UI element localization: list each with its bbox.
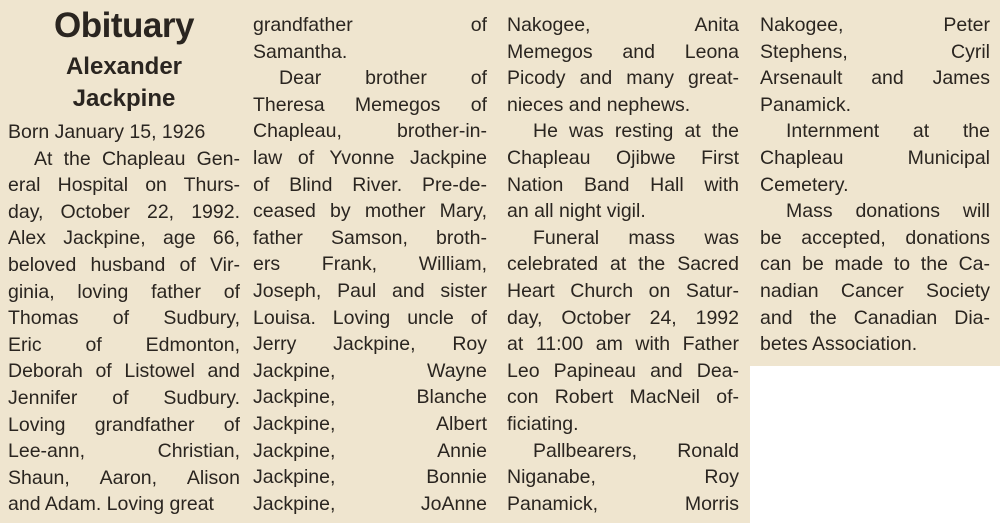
text-line: Leo Papineau and Dea- [507,359,739,382]
text-line: Theresa Memegos of [253,93,487,116]
text-line: father Samson, broth- [253,226,487,249]
obituary-title: Obituary [54,6,194,45]
text-line: Shaun, Aaron, Alison [8,466,240,489]
text-line: Panamick. [760,93,852,116]
text-line: Chapleau, brother-in- [253,120,487,143]
text-line: Deborah of Listowel and [8,360,240,383]
text-line: Panamick, Morris [507,492,739,515]
text-line: Funeral mass was [533,226,739,249]
text-line: Memegos and Leona [507,40,739,63]
text-line: ficiating. [507,412,579,435]
column-2-text [253,12,487,517]
text-line: Loving grandfather of [8,413,240,436]
column-1-text [8,146,240,518]
text-line: Joseph, Paul and sister [253,279,487,302]
text-line: Jackpine, Blanche [253,386,487,409]
text-line: Jackpine, JoAnne [253,492,487,515]
text-line: Louisa. Loving uncle of [253,306,487,329]
text-line: Dear brother of [279,67,487,90]
text-line: celebrated at the Sacred [507,253,739,276]
text-line: betes Association. [760,333,918,356]
text-line: day, October 24, 1992 [507,306,739,329]
birth-date-line: Born January 15, 1926 [8,121,206,143]
text-line: ers Frank, William, [253,253,487,276]
column-3-text [507,12,739,517]
text-line: at 11:00 am with Father [507,333,739,356]
text-line: Picody and many great- [507,67,739,90]
text-line: Jackpine, Wayne [253,359,487,382]
text-line: At the Chapleau Gen- [34,147,240,170]
text-line: be accepted, donations [760,226,990,249]
text-line: He was resting at the [533,120,739,143]
text-line: Stephens, Cyril [760,40,990,63]
text-line: law of Yvonne Jackpine [253,146,487,169]
deceased-first-name: Alexander [65,53,183,80]
text-line: ceased by mother Mary, [253,200,487,223]
text-line: Pallbearers, Ronald [533,439,739,462]
text-line: Jackpine, Albert [253,412,487,435]
text-line: day, October 22, 1992. [8,200,240,223]
text-line: ginia, loving father of [8,280,240,303]
text-line: Nakogee, Peter [760,14,990,36]
text-line: Chapleau Ojibwe First [507,146,739,169]
text-line: nieces and nephews. [507,93,691,116]
text-line: and Adam. Loving great [8,493,214,516]
text-line: an all night vigil. [507,200,646,223]
text-line: can be made to the Ca- [760,253,990,276]
text-line: Alex Jackpine, age 66, [8,227,240,250]
text-line: Jerry Jackpine, Roy [253,333,487,356]
text-line: Eric of Edmonton, [8,333,240,356]
text-line: Internment at the [786,120,990,143]
text-line: Thomas of Sudbury, [8,307,240,330]
text-line: and the Canadian Dia- [760,306,990,329]
text-line: Heart Church on Satur- [507,279,739,302]
text-line: of Blind River. Pre-de- [253,173,487,196]
text-line: eral Hospital on Thurs- [8,174,240,197]
text-line: Nation Band Hall with [507,173,739,196]
text-line: Samantha. [253,40,348,63]
column-4-text [760,12,990,358]
text-line: Chapleau Municipal [760,146,990,169]
text-line: Cemetery. [760,173,849,196]
text-line: grandfather of [253,14,487,36]
text-line: Niganabe, Roy [507,466,739,489]
text-line: beloved husband of Vir- [8,253,240,276]
text-line: Arsenault and James [760,67,990,90]
text-line: Jennifer of Sudbury. [8,386,240,409]
text-line: Mass donations will [786,200,990,223]
text-line: Nakogee, Anita [507,14,739,36]
text-line: Lee-ann, Christian, [8,440,240,463]
text-line: nadian Cancer Society [760,279,990,302]
text-line: Jackpine, Bonnie [253,466,487,489]
deceased-last-name: Jackpine [72,85,176,112]
text-line: Jackpine, Annie [253,439,487,462]
text-line: con Robert MacNeil of- [507,386,739,409]
